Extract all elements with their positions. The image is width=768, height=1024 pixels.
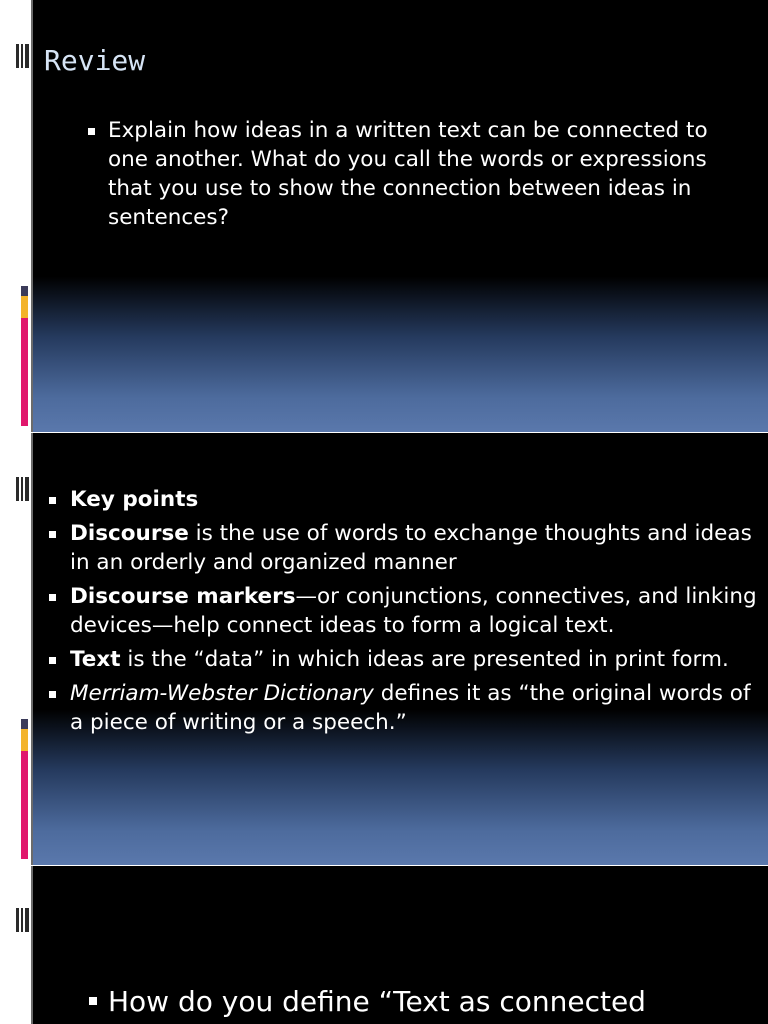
accent-bar-yellow xyxy=(21,729,28,751)
slide-review[interactable] xyxy=(0,0,768,432)
term-discourse: Discourse xyxy=(70,521,189,546)
vertical-bars-icon xyxy=(16,477,30,501)
bullet-list xyxy=(108,984,768,1020)
bullet-list xyxy=(70,485,760,742)
slide-divider-rule xyxy=(31,0,33,432)
vertical-bars-icon xyxy=(16,44,30,68)
term-text: Text xyxy=(70,647,121,672)
square-bullet-icon xyxy=(89,997,97,1005)
slide-text-as-connected[interactable] xyxy=(0,866,768,1024)
bullet-heading: Key points xyxy=(70,487,199,512)
bullet-item-text xyxy=(70,645,760,674)
slide-left-strip xyxy=(0,866,32,1024)
bullet-item xyxy=(108,116,748,232)
accent-bar-pink xyxy=(21,318,28,426)
bullet-item-dictionary xyxy=(70,679,760,737)
square-bullet-icon xyxy=(49,497,56,504)
vertical-bars-icon xyxy=(16,908,30,932)
dictionary-definition: defines it as “the original words of a piece of writing or a speech.” xyxy=(70,681,751,735)
accent-bar-yellow xyxy=(21,296,28,318)
bullet-item-discourse-markers xyxy=(70,582,760,640)
slide-title: Review xyxy=(44,44,146,77)
bullet-text: How do you define “Text as connected xyxy=(108,985,646,1018)
square-bullet-icon xyxy=(49,531,56,538)
bullet-item-key-points xyxy=(70,485,760,514)
bullet-item-discourse xyxy=(70,519,760,577)
square-bullet-icon xyxy=(49,657,56,664)
accent-bar-dark xyxy=(21,719,28,729)
slide-divider-rule xyxy=(31,866,33,1024)
bullet-item xyxy=(108,984,768,1020)
slide-key-points[interactable] xyxy=(0,433,768,865)
bullet-list xyxy=(108,116,748,232)
definition-discourse-markers: —or conjunctions, connectives, and linking devices—help connect ideas to form a logical text. xyxy=(70,584,757,638)
definition-discourse: is the use of words to exchange thoughts and ideas in an orderly and organized manner xyxy=(70,521,752,575)
accent-bar-pink xyxy=(21,751,28,859)
square-bullet-icon xyxy=(49,691,56,698)
term-discourse-markers: Discourse markers xyxy=(70,584,296,609)
accent-bar-dark xyxy=(21,286,28,296)
definition-text: is the “data” in which ideas are presented in print form. xyxy=(120,647,729,672)
dictionary-title: Merriam-Webster Dictionary xyxy=(70,681,374,706)
square-bullet-icon xyxy=(88,128,95,135)
slide-divider-rule xyxy=(31,433,33,865)
bullet-text: Explain how ideas in a written text can be connected to one another. What do you call the words or expressions that you use to show the connection between ideas in sentences? xyxy=(108,118,708,230)
square-bullet-icon xyxy=(49,594,56,601)
